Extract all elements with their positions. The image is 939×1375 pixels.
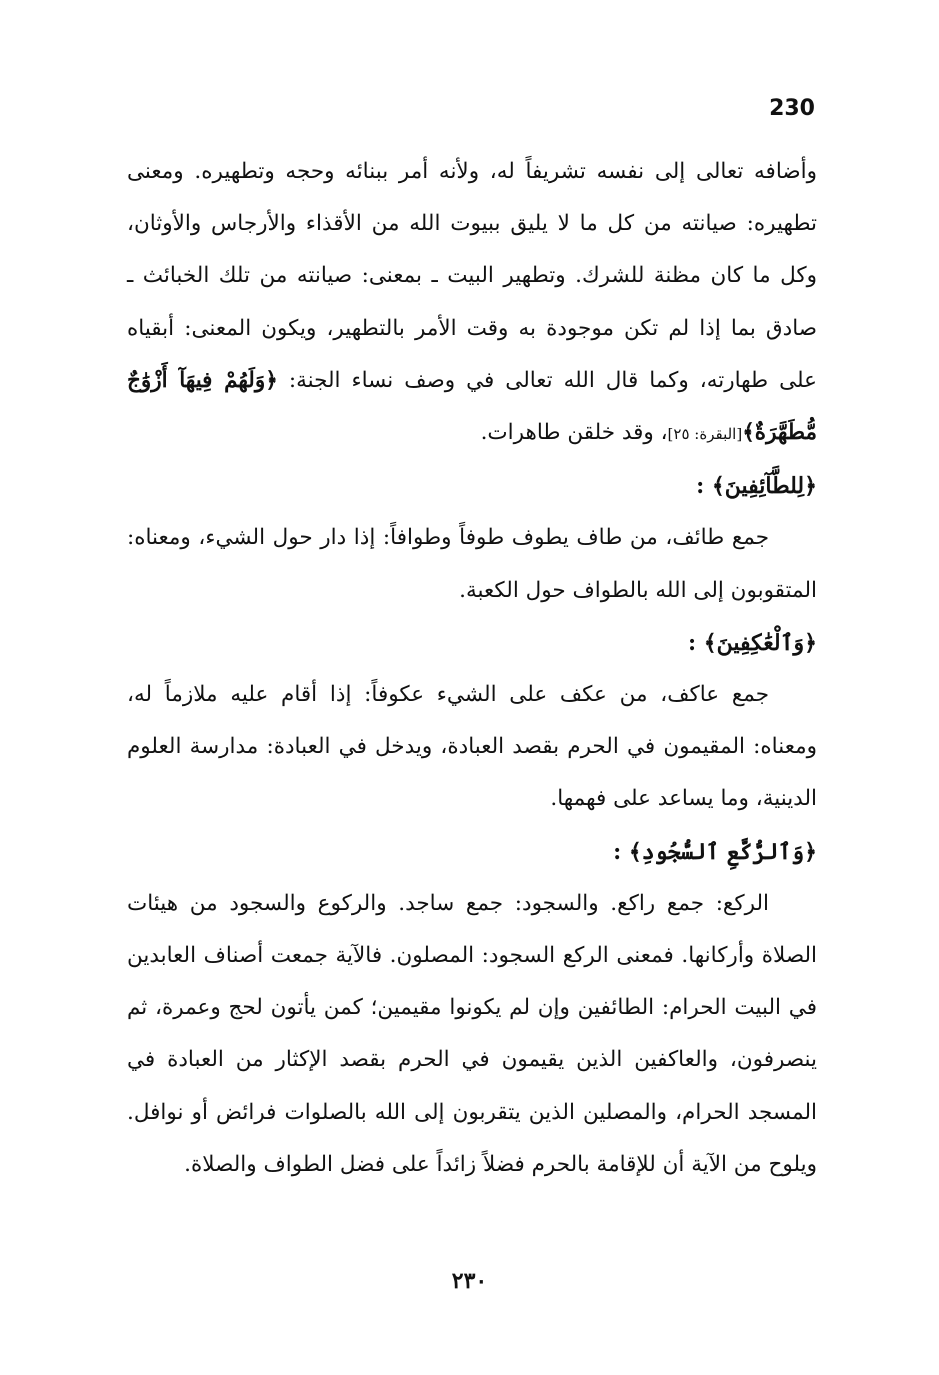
- paragraph-tathir-text: وأضافه تعالى إلى نفسه تشريفاً له، ولأنه أمر ببنائه وحجه وتطهيره. ومعنى تطهيره: صيانته من كل ما لا يليق ببيوت الله من الأقذاء والأرجاس والأوثان، وكل ما كان مظنة للشرك. وتطهير البيت ـ بمعنى: صيانته من تلك الخبائث ـ صادق بما إذا لم تكن موجودة به وقت الأمر بالتطهير، ويكون المعنى: أبقياه على طهارته، وكما قال الله تعالى في وصف نساء الجنة:: [127, 159, 817, 393]
- top-page-number: 230: [769, 96, 815, 121]
- paragraph-tathir: [127, 146, 817, 460]
- heading-rukka-sujud: ﴿وَٱلرُّكَّعِ ٱلسُّجُودِ﴾ :: [613, 838, 817, 865]
- paragraph-akifin: جمع عاكف، من عكف على الشيء عكوفاً: إذا أقام عليه ملازماً له، ومعناه: المقيمون في الحرم بقصد العبادة، ويدخل في العبادة: مدارسة العلوم الدينية، وما يساعد على فهمها.: [127, 682, 817, 812]
- heading-akifin: ﴿وَٱلْعَٰكِفِينَ﴾ :: [687, 629, 817, 656]
- paragraph-tathir-end: ، وقد خلقن طاهرات.: [480, 420, 668, 446]
- paragraph-taifin: جمع طائف، من طاف يطوف طوفاً وطوافاً: إذا دار حول الشيء، ومعناه: المتقوبون إلى الله بالطواف حول الكعبة.: [127, 525, 817, 603]
- bottom-page-number: ٢٣٠: [451, 1268, 488, 1294]
- verse-reference: [البقرة: ٢٥]: [667, 425, 743, 444]
- paragraph-rukka-sujud: الركع: جمع راكع. والسجود: جمع ساجد. والركوع والسجود من هيئات الصلاة وأركانها. فمعنى الركع السجود: المصلون. فالآية جمعت أصناف العابدين في البيت الحرام: الطائفين وإن لم يكونوا مقيمين؛ كمن يأتون لحج وعمرة، ثم ينصرفون، والعاكفين الذين يقيمون في الحرم بقصد الإكثار من العبادة في المسجد الحرام، والمصلين الذين يتقربون إلى الله بالصلوات فرائض أو نوافل. ويلوح من الآية أن للإقامة بالحرم فضلاً زائداً على فضل الطواف والصلاة.: [127, 890, 817, 1177]
- page-body: [127, 146, 817, 1191]
- quran-quote: ﴿وَلَهُمْ فِيهَآ أَزْوَٰجٌ مُّطَهَّرَةٌ﴾: [127, 367, 817, 446]
- heading-taifin: ﴿لِلطَّآئِفِينَ﴾ :: [696, 473, 817, 500]
